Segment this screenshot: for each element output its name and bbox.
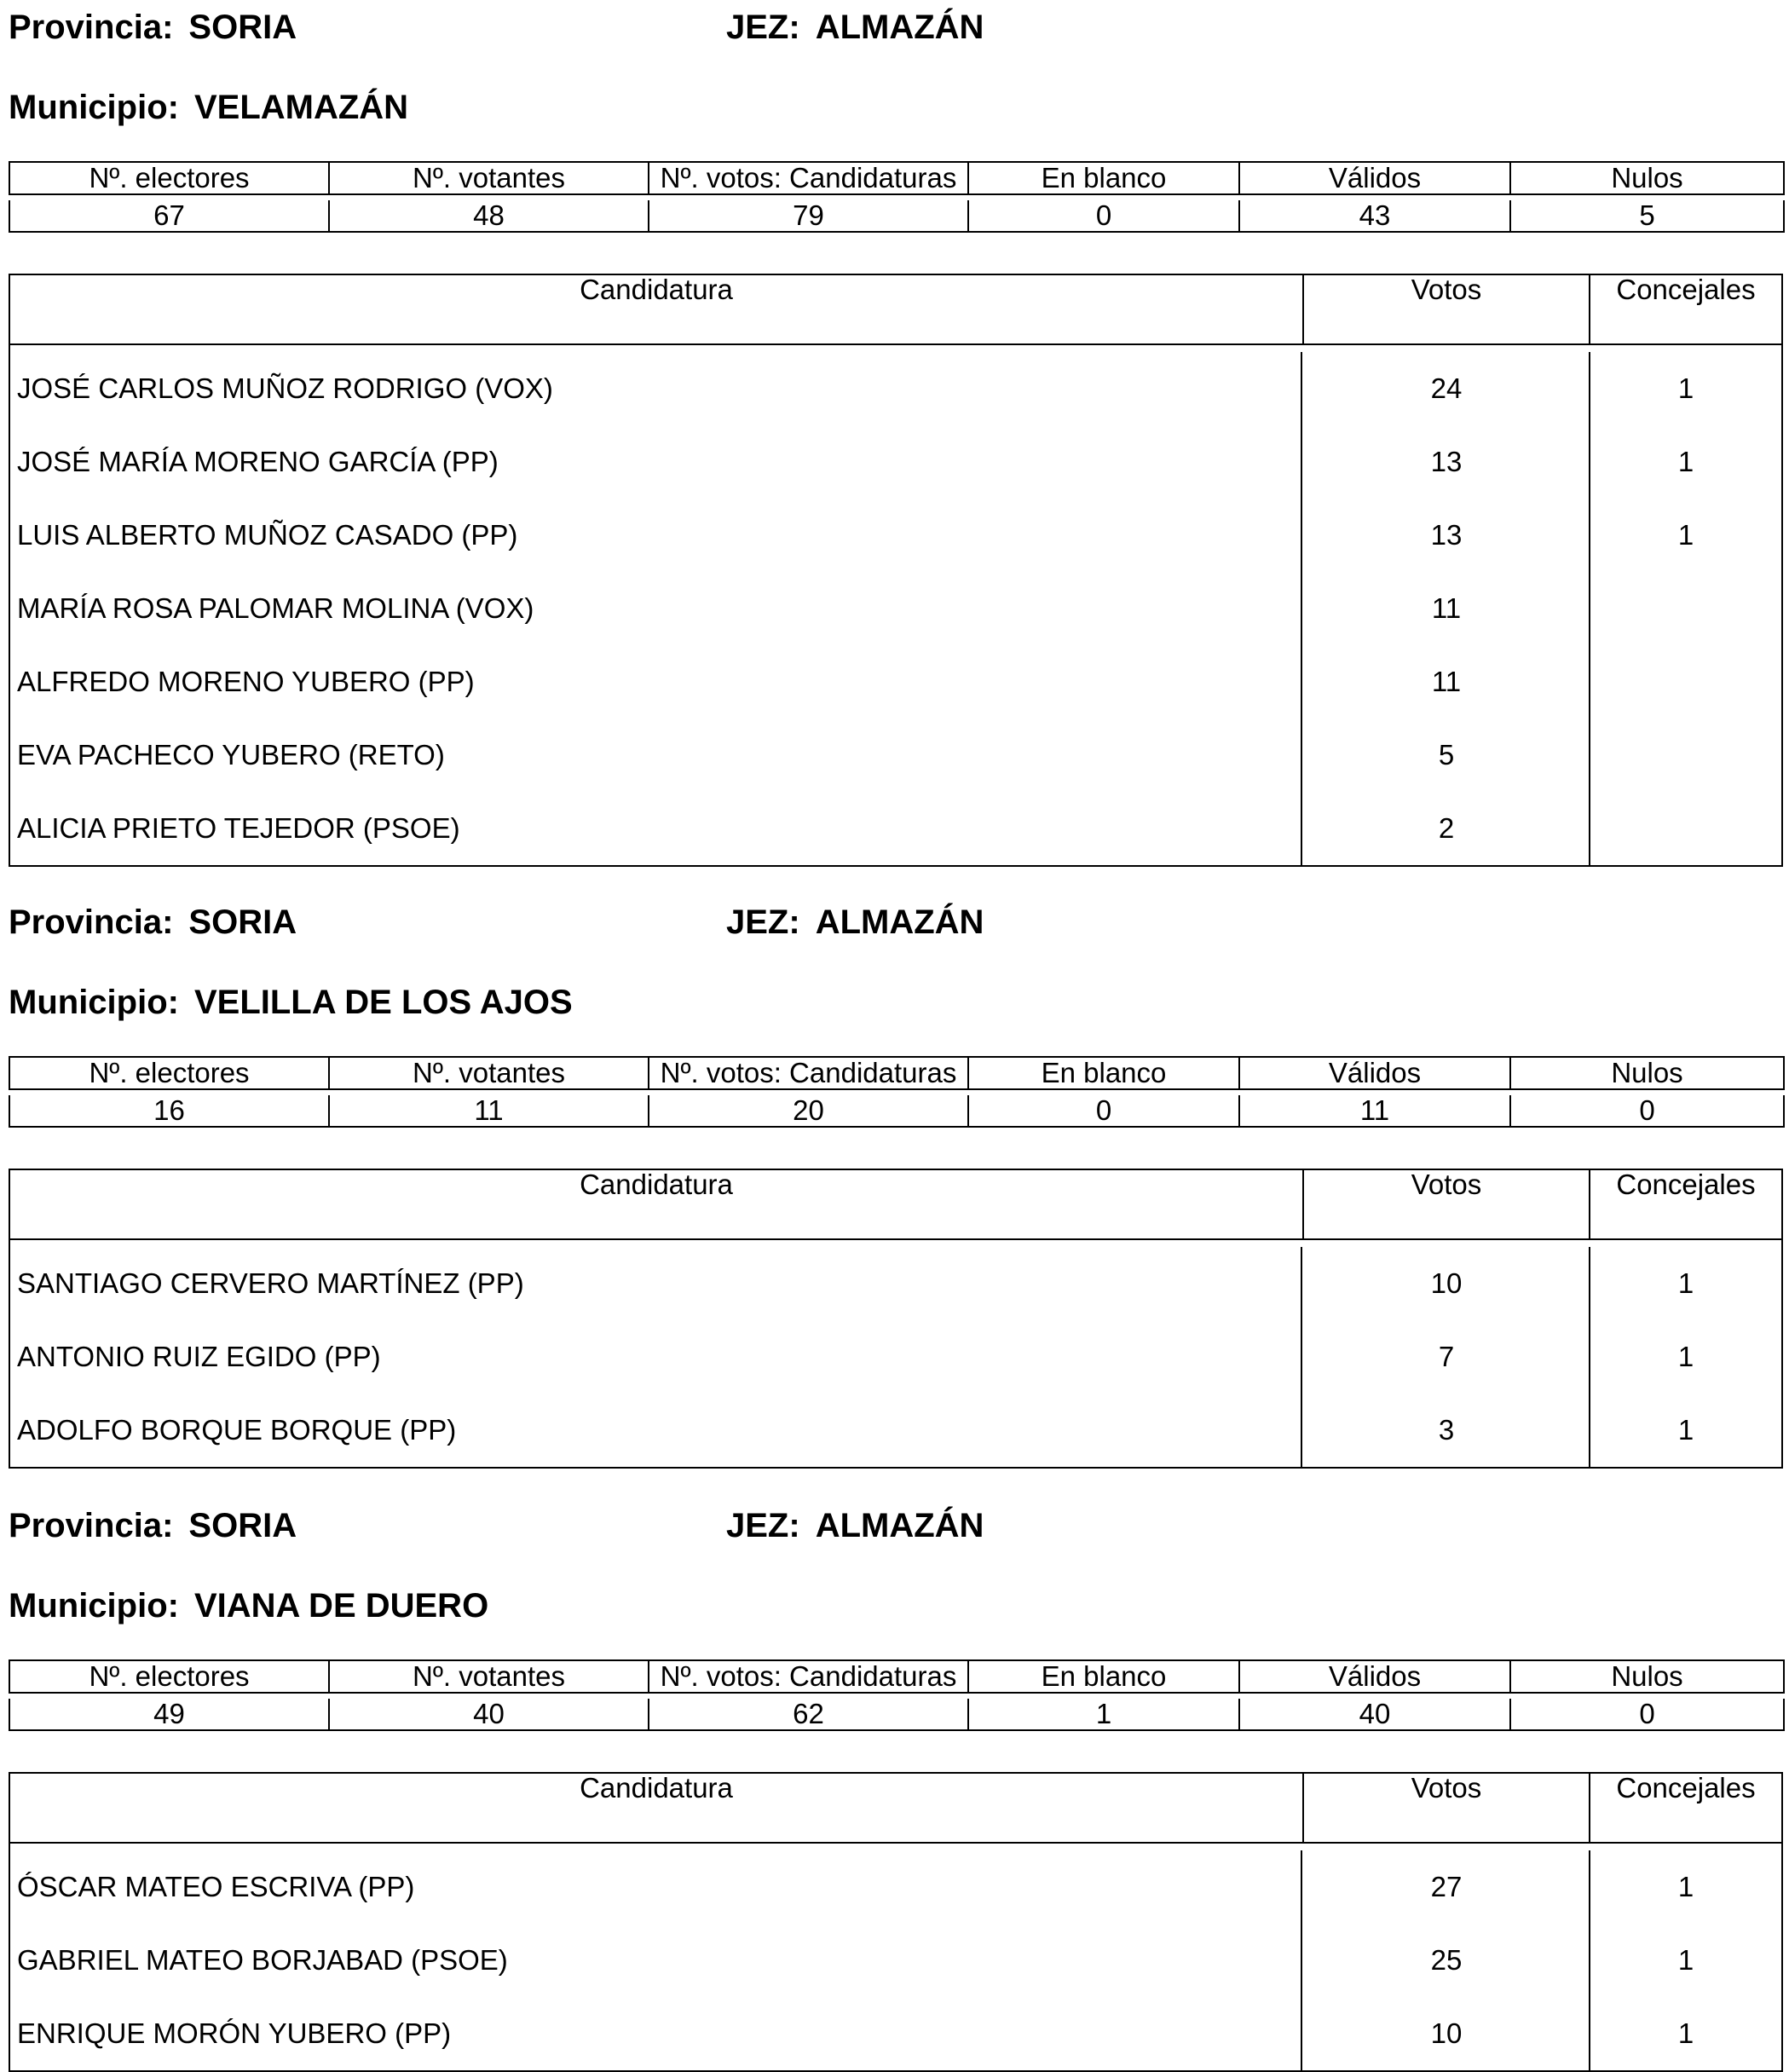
- jez-header: [726, 10, 984, 44]
- candidate-row: [10, 645, 1781, 719]
- concejales-header: Concejales: [1616, 1772, 1756, 1804]
- provincia-header: [9, 905, 297, 939]
- votos-header: Votos: [1411, 1169, 1482, 1200]
- municipio-value: VELILLA DE LOS AJOS: [193, 984, 573, 1021]
- candidate-votos: 10: [1304, 1997, 1590, 2070]
- candidate-votos: 5: [1304, 719, 1590, 792]
- jez-header: [726, 905, 984, 939]
- summary-value-cell: 49: [9, 1699, 329, 1730]
- candidate-name: JOSÉ CARLOS MUÑOZ RODRIGO (VOX): [10, 352, 1302, 425]
- candidate-concejales: [1590, 719, 1781, 792]
- summary-value-cell: 1: [968, 1699, 1239, 1730]
- summary-table: [9, 1056, 1785, 1128]
- candidate-concejales: 1: [1677, 1944, 1694, 1976]
- candidate-concejales: 1: [1677, 372, 1694, 404]
- summary-value-cell: 62: [649, 1699, 968, 1730]
- candidates-table: [9, 274, 1783, 867]
- candidate-votos: 7: [1304, 1320, 1590, 1394]
- summary-header-cell: Nulos: [1510, 162, 1784, 194]
- municipio-label: Municipio:: [9, 1587, 179, 1625]
- candidate-votos: 13: [1304, 499, 1590, 572]
- candidate-row: [10, 1997, 1781, 2070]
- candidate-row: [10, 425, 1781, 499]
- candidate-name: JOSÉ MARÍA MORENO GARCÍA (PP): [10, 425, 1302, 499]
- jez-label: JEZ:: [726, 903, 800, 941]
- candidate-name: LUIS ALBERTO MUÑOZ CASADO (PP): [10, 499, 1302, 572]
- summary-value-cell: 40: [1239, 1699, 1510, 1730]
- summary-value-cell: 16: [9, 1095, 329, 1127]
- candidate-concejales: 1: [1677, 1871, 1694, 1902]
- candidates-header-row: [10, 275, 1781, 345]
- candidate-name: ANTONIO RUIZ EGIDO (PP): [10, 1320, 1302, 1394]
- jez-label: JEZ:: [726, 1507, 800, 1544]
- summary-header-cell: Nº. votos: Candidaturas: [649, 162, 968, 194]
- candidate-row: [10, 352, 1781, 425]
- candidate-votos: 11: [1304, 645, 1590, 719]
- summary-value-cell: 40: [329, 1699, 649, 1730]
- candidate-row: [10, 1320, 1781, 1394]
- summary-value-cell: 67: [9, 200, 329, 232]
- candidate-row: [10, 499, 1781, 572]
- municipio-header: [9, 90, 408, 124]
- summary-value-cell: 0: [968, 200, 1239, 232]
- jez-value: ALMAZÁN: [815, 1507, 984, 1544]
- candidate-row: [10, 792, 1781, 865]
- summary-header-cell: Nº. electores: [9, 1057, 329, 1089]
- candidate-row: [10, 1394, 1781, 1467]
- candidate-name: ALICIA PRIETO TEJEDOR (PSOE): [10, 792, 1302, 865]
- candidate-votos: 11: [1304, 572, 1590, 645]
- summary-header-cell: Nº. votantes: [329, 1660, 649, 1693]
- summary-value-cell: 79: [649, 200, 968, 232]
- candidate-votos: 25: [1304, 1924, 1590, 1997]
- candidates-table: [9, 1169, 1783, 1469]
- summary-header-row: [9, 1660, 1784, 1693]
- summary-value-cell: 0: [1510, 1699, 1784, 1730]
- summary-header-cell: Nº. electores: [9, 162, 329, 194]
- candidate-votos: 10: [1304, 1247, 1590, 1320]
- summary-header-cell: Nº. electores: [9, 1660, 329, 1693]
- candidatura-header: Candidatura: [580, 1169, 733, 1200]
- candidate-row: [10, 572, 1781, 645]
- summary-table: [9, 1659, 1785, 1731]
- candidate-votos: 2: [1304, 792, 1590, 865]
- candidate-name: ENRIQUE MORÓN YUBERO (PP): [10, 1997, 1302, 2070]
- municipio-header: [9, 985, 573, 1019]
- summary-header-cell: Válidos: [1239, 162, 1510, 194]
- summary-header-cell: Nulos: [1510, 1660, 1784, 1693]
- candidate-name: ALFREDO MORENO YUBERO (PP): [10, 645, 1302, 719]
- candidate-concejales: [1590, 645, 1781, 719]
- summary-value-cell: 48: [329, 200, 649, 232]
- summary-value-cell: 0: [1510, 1095, 1784, 1127]
- municipio-value: VIANA DE DUERO: [193, 1587, 489, 1625]
- summary-values-row: [9, 200, 1784, 232]
- candidate-concejales: 1: [1677, 519, 1694, 551]
- municipio-header: [9, 1589, 488, 1623]
- summary-value-cell: 0: [968, 1095, 1239, 1127]
- candidate-name: GABRIEL MATEO BORJABAD (PSOE): [10, 1924, 1302, 1997]
- concejales-header: Concejales: [1616, 1169, 1756, 1200]
- jez-value: ALMAZÁN: [815, 9, 984, 46]
- candidate-name: ÓSCAR MATEO ESCRIVA (PP): [10, 1850, 1302, 1924]
- summary-header-cell: En blanco: [968, 162, 1239, 194]
- candidate-row: [10, 1924, 1781, 1997]
- candidate-votos: 13: [1304, 425, 1590, 499]
- candidate-concejales: 1: [1677, 446, 1694, 477]
- summary-value-cell: 11: [329, 1095, 649, 1127]
- municipio-label: Municipio:: [9, 89, 179, 126]
- candidate-votos: 24: [1304, 352, 1590, 425]
- candidate-votos: 3: [1304, 1394, 1590, 1467]
- candidate-name: ADOLFO BORQUE BORQUE (PP): [10, 1394, 1302, 1467]
- candidate-concejales: 1: [1677, 1414, 1694, 1446]
- provincia-value: SORIA: [188, 9, 297, 46]
- summary-header-row: [9, 162, 1784, 194]
- provincia-label: Provincia:: [9, 903, 174, 941]
- votos-header: Votos: [1411, 274, 1482, 305]
- candidate-concejales: [1590, 572, 1781, 645]
- provincia-header: [9, 1509, 297, 1543]
- candidate-name: EVA PACHECO YUBERO (RETO): [10, 719, 1302, 792]
- summary-header-cell: Nº. votantes: [329, 162, 649, 194]
- summary-header-cell: Nulos: [1510, 1057, 1784, 1089]
- candidates-table: [9, 1772, 1783, 2072]
- candidate-name: MARÍA ROSA PALOMAR MOLINA (VOX): [10, 572, 1302, 645]
- candidate-concejales: 1: [1677, 1341, 1694, 1372]
- candidate-votos: 27: [1304, 1850, 1590, 1924]
- jez-value: ALMAZÁN: [815, 903, 984, 941]
- votos-header: Votos: [1411, 1772, 1482, 1804]
- candidate-concejales: [1590, 792, 1781, 865]
- candidate-row: [10, 1247, 1781, 1320]
- summary-header-cell: Nº. votos: Candidaturas: [649, 1057, 968, 1089]
- candidates-header-row: [10, 1170, 1781, 1240]
- candidate-concejales: 1: [1677, 1267, 1694, 1299]
- summary-value-cell: 5: [1510, 200, 1784, 232]
- candidate-row: [10, 719, 1781, 792]
- provincia-value: SORIA: [188, 1507, 297, 1544]
- candidate-row: [10, 1850, 1781, 1924]
- jez-header: [726, 1509, 984, 1543]
- provincia-label: Provincia:: [9, 9, 174, 46]
- provincia-header: [9, 10, 297, 44]
- summary-header-cell: En blanco: [968, 1057, 1239, 1089]
- jez-label: JEZ:: [726, 9, 800, 46]
- summary-values-row: [9, 1699, 1784, 1730]
- summary-header-cell: En blanco: [968, 1660, 1239, 1693]
- summary-header-cell: Válidos: [1239, 1057, 1510, 1089]
- summary-header-cell: Nº. votos: Candidaturas: [649, 1660, 968, 1693]
- candidate-concejales: 1: [1677, 2017, 1694, 2049]
- candidate-name: SANTIAGO CERVERO MARTÍNEZ (PP): [10, 1247, 1302, 1320]
- candidates-header-row: [10, 1774, 1781, 1844]
- candidatura-header: Candidatura: [580, 274, 733, 305]
- summary-header-cell: Válidos: [1239, 1660, 1510, 1693]
- provincia-label: Provincia:: [9, 1507, 174, 1544]
- summary-value-cell: 20: [649, 1095, 968, 1127]
- municipio-value: VELAMAZÁN: [193, 89, 409, 126]
- summary-values-row: [9, 1095, 1784, 1127]
- summary-value-cell: 11: [1239, 1095, 1510, 1127]
- municipio-label: Municipio:: [9, 984, 179, 1021]
- summary-header-row: [9, 1057, 1784, 1089]
- summary-value-cell: 43: [1239, 200, 1510, 232]
- summary-table: [9, 161, 1785, 233]
- candidatura-header: Candidatura: [580, 1772, 733, 1804]
- concejales-header: Concejales: [1616, 274, 1756, 305]
- provincia-value: SORIA: [188, 903, 297, 941]
- summary-header-cell: Nº. votantes: [329, 1057, 649, 1089]
